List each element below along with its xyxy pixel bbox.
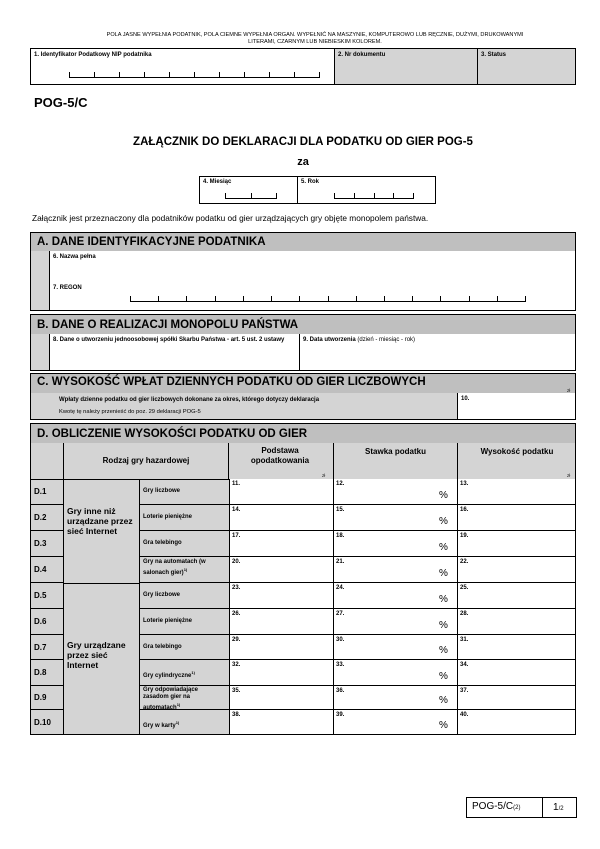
intro-text: Załącznik jest przeznaczony dla podatników podatku od gier urządzających gry objęte monopolem państwa. [32, 213, 429, 223]
row-id-sep [30, 734, 63, 735]
tax-amount-number: 31. [460, 637, 469, 643]
tax-base-field[interactable] [229, 710, 334, 735]
tax-amount-field[interactable] [457, 660, 576, 686]
tax-base-number: 20. [232, 559, 241, 565]
nip-label: 1. Identyfikator Podatkowy NIP podatnika [34, 52, 152, 58]
game-name-text: Gry na automatach (w salonach gier) [143, 559, 206, 576]
daily-payments-amount[interactable] [457, 393, 576, 420]
tax-amount-number: 34. [460, 662, 469, 668]
status-label: 3. Status [481, 52, 507, 58]
tax-base-field[interactable] [229, 557, 334, 583]
footer-divider [542, 798, 543, 817]
footer-page [553, 802, 564, 813]
fill-instructions: POLA JASNE WYPEŁNIA PODATNIK, POLA CIEMNE WYPEŁNIA ORGAN. WYPEŁNIĆ NA MASZYNIE, KOMPUTEROWO LUB RĘCZNIE, DUŻYMI, DRUKOWANYMI LITERAMI, CZARNYM LUB NIEBIESKIM KOLOREM. [106, 32, 524, 45]
tax-base-number: 29. [232, 637, 241, 643]
doc-number-box [334, 48, 478, 85]
col-header-type: Rodzaj gry hazardowej [102, 456, 190, 465]
row-id: D.4 [34, 565, 47, 574]
game-name [143, 514, 215, 521]
za-label: za [297, 156, 309, 168]
footnote-ref: 1) [183, 567, 188, 572]
section-b-header: B. DANE O REALIZACJI MONOPOLU PAŃSTWA [30, 314, 576, 335]
tax-amount-number: 25. [460, 585, 469, 591]
daily-payments-note: Kwotę tę należy przenieść do poz. 29 deklaracji POG-5 [59, 409, 201, 415]
tax-amount-field[interactable] [457, 635, 576, 660]
month-cells[interactable] [225, 193, 277, 199]
footer-box [466, 797, 577, 818]
regon-label: 7. REGON [53, 285, 82, 291]
game-name-text: Gry cylindryczne [143, 673, 192, 679]
row-id: D.7 [34, 642, 47, 652]
col-header-amount: Wysokość podatku [480, 447, 554, 456]
row-id: D.5 [34, 591, 47, 600]
full-name-label: 6. Nazwa pełna [53, 254, 96, 260]
tax-base-field[interactable] [229, 505, 334, 531]
game-name [143, 540, 215, 547]
game-name [143, 687, 215, 712]
tax-rate-number: 30. [336, 637, 345, 643]
full-name-field[interactable] [49, 251, 576, 283]
game-name-text: Gra telebingo [143, 540, 182, 546]
tax-amount-field[interactable] [457, 505, 576, 531]
nip-cells[interactable] [69, 72, 320, 78]
tax-base-field[interactable] [229, 609, 334, 635]
tax-amount-number: 28. [460, 611, 469, 617]
tax-amount-number: 13. [460, 481, 469, 487]
status-box [477, 48, 576, 85]
tax-rate-number: 36. [336, 688, 345, 694]
tax-base-field[interactable] [229, 660, 334, 686]
tax-base-number: 14. [232, 507, 241, 513]
row-id-sep [30, 530, 63, 531]
game-name-text: Loterie pieniężne [143, 618, 193, 624]
section-d-header: D. OBLICZENIE WYSOKOŚCI PODATKU OD GIER [30, 423, 576, 444]
tax-base-number: 11. [232, 481, 241, 487]
col-header-rate: Stawka podatku [365, 447, 426, 456]
game-name [143, 559, 215, 577]
percent-sign: % [439, 516, 448, 527]
tax-amount-field[interactable] [457, 479, 576, 505]
footnote-ref: 1) [175, 719, 180, 725]
row-id-sep [30, 582, 63, 583]
regon-cells[interactable] [130, 296, 526, 302]
game-name-text: Gry w karty [143, 722, 176, 729]
tax-amount-field[interactable] [457, 710, 576, 735]
col-base-zl: zł [322, 473, 326, 478]
percent-sign: % [439, 695, 448, 706]
percent-sign: % [439, 490, 448, 501]
section-c-zl: zł [567, 388, 571, 393]
tax-base-number: 38. [232, 712, 241, 718]
game-name [143, 644, 215, 651]
tax-amount-field[interactable] [457, 686, 576, 710]
tax-amount-field[interactable] [457, 609, 576, 635]
row-id-sep [30, 634, 63, 635]
game-name [143, 488, 215, 495]
col-amount-zl: zł [567, 473, 571, 478]
row-id: D.8 [34, 668, 47, 677]
field-10-label: 10. [461, 396, 470, 402]
section-a-header: A. DANE IDENTYFIKACYJNE PODATNIKA [30, 232, 576, 252]
percent-sign: % [439, 568, 448, 579]
game-name-text: Gry liczbowe [143, 488, 181, 494]
tax-rate-number: 33. [336, 662, 345, 668]
creation-date-label-main: 9. Data utworzenia [303, 337, 356, 343]
game-name-text: Gra telebingo [143, 643, 182, 650]
tax-rate-number: 18. [336, 533, 345, 539]
form-code: POG-5/C [34, 95, 88, 110]
percent-sign: % [439, 620, 448, 631]
tax-base-number: 35. [232, 688, 241, 694]
month-box[interactable] [199, 176, 298, 204]
tax-base-number: 23. [232, 585, 241, 591]
footer-page-of: /2 [558, 806, 564, 812]
tax-base-number: 17. [232, 533, 241, 539]
row-id-sep [30, 556, 63, 557]
spolka-creation-field[interactable] [49, 334, 300, 371]
doc-number-label: 2. Nr dokumentu [338, 52, 386, 58]
tax-rate-number: 12. [336, 481, 345, 487]
tax-rate-number: 21. [336, 559, 345, 565]
year-cells[interactable] [334, 193, 414, 199]
spolka-creation-label: 8. Dane o utworzeniu jednoosobowej spółki Skarbu Państwa - art. 5 ust. 2 ustawy [53, 337, 285, 343]
tax-amount-number: 37. [460, 688, 469, 694]
year-label: 5. Rok [301, 179, 320, 185]
section-c-header: C. WYSOKOŚĆ WPŁAT DZIENNYCH PODATKU OD GIER LICZBOWYCH [30, 373, 576, 394]
tax-amount-number: 40. [460, 712, 469, 718]
year-box[interactable] [297, 176, 436, 204]
tax-amount-number: 16. [460, 507, 469, 513]
row-id-sep [30, 659, 63, 660]
row-id: D.9 [34, 693, 47, 702]
page-title: ZAŁĄCZNIK DO DEKLARACJI DLA PODATKU OD GIER POG-5 [133, 136, 473, 148]
tax-amount-number: 19. [460, 533, 469, 539]
tax-base-number: 32. [232, 662, 241, 668]
tax-rate-number: 15. [336, 507, 345, 513]
tax-amount-field[interactable] [457, 557, 576, 583]
footer-code [472, 801, 520, 812]
percent-sign: % [439, 594, 448, 605]
tax-rate-number: 27. [336, 611, 345, 617]
tax-base-field[interactable] [229, 583, 334, 609]
row-id: D.6 [34, 617, 47, 626]
game-name [143, 592, 215, 599]
tax-base-field[interactable] [229, 479, 334, 505]
nip-box[interactable] [30, 48, 335, 85]
tax-amount-number: 22. [460, 559, 469, 565]
month-label: 4. Miesiąc [203, 179, 232, 185]
game-name-text: Loterie pieniężne [143, 514, 193, 520]
tax-amount-field[interactable] [457, 531, 576, 557]
footnote-ref: 1) [176, 702, 181, 707]
percent-sign: % [439, 542, 448, 553]
row-id: D.10 [34, 717, 51, 727]
tax-rate-number: 39. [336, 712, 345, 718]
tax-amount-field[interactable] [457, 583, 576, 609]
game-name [143, 618, 215, 625]
row-id: D.3 [34, 539, 47, 548]
percent-sign: % [439, 720, 448, 731]
row-id-sep [30, 709, 63, 710]
game-name [143, 719, 215, 730]
creation-date-field[interactable] [299, 334, 576, 371]
col-header-base: Podstawa opodatkowania [250, 446, 310, 465]
tax-rate-number: 24. [336, 585, 345, 591]
percent-sign: % [439, 645, 448, 656]
tax-base-field[interactable] [229, 531, 334, 557]
daily-payments-label: Wpłaty dzienne podatku od gier liczbowych dokonane za okres, którego dotyczy deklaracja [59, 397, 320, 403]
creation-date-label [303, 337, 415, 344]
row-id: D.2 [34, 513, 47, 522]
row-id: D.1 [34, 487, 47, 496]
regon-field[interactable] [49, 282, 576, 311]
percent-sign: % [439, 671, 448, 682]
creation-date-format: (dzień - miesiąc - rok) [355, 337, 416, 343]
game-name-text: Gry odpowiadające zasadom gier na automatach [143, 687, 199, 711]
tax-base-number: 26. [232, 611, 241, 617]
tax-base-field[interactable] [229, 635, 334, 660]
footnote-ref: 1) [191, 670, 195, 675]
group-1-label: Gry inne niż urządzane przez sieć Internet [67, 506, 133, 536]
game-name-text: Gry liczbowe [143, 592, 181, 598]
row-id-sep [30, 685, 63, 686]
footer-page-number: 1 [553, 802, 559, 813]
footer-version: (2) [513, 805, 521, 811]
game-name [143, 669, 215, 680]
footer-form-code: POG-5/C [472, 801, 514, 812]
row-id-sep [30, 504, 63, 505]
row-id-sep [30, 608, 63, 609]
group-2-label: Gry urządzane przez sieć Internet [67, 640, 126, 670]
tax-base-field[interactable] [229, 686, 334, 710]
